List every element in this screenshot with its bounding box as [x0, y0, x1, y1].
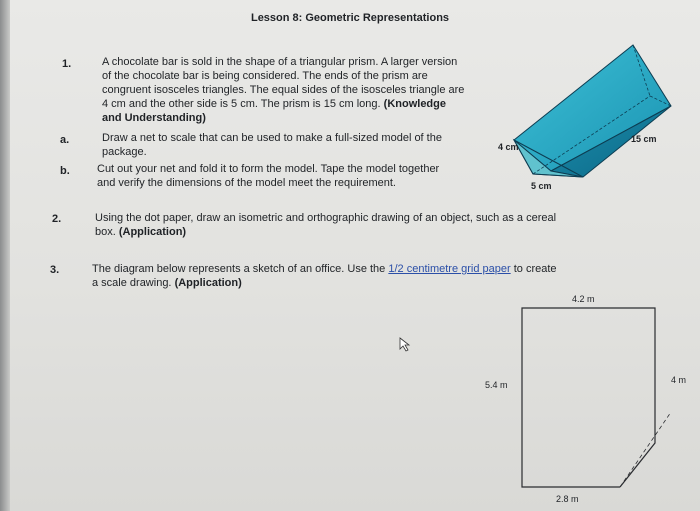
question-3-line-pre: The diagram below represents a sketch of an office. Use the: [92, 263, 386, 275]
part-a-line: Draw a net to scale that can be used to make a full-sized model of the: [102, 132, 442, 144]
question-3-line-text: a scale drawing.: [92, 277, 172, 289]
lesson-title: Lesson 8: Geometric Representations: [250, 12, 450, 24]
office-label-right: 4 m: [671, 375, 687, 385]
mouse-cursor-icon: [400, 338, 409, 351]
question-2-number: 2.: [52, 213, 62, 225]
question-1-line: A chocolate bar is sold in the shape of a triangular prism. A larger version: [102, 56, 458, 68]
part-b-line: Cut out your net and fold it to form the model. Tape the model together: [97, 163, 440, 175]
part-b-label: b.: [60, 165, 70, 177]
prism-label-5cm: 5 cm: [531, 181, 552, 191]
office-outline: [522, 308, 655, 487]
prism-label-15cm: 15 cm: [631, 134, 657, 144]
office-label-top: 4.2 m: [572, 294, 595, 304]
question-1-line-text: 4 cm and the other side is 5 cm. The prism is 15 cm long.: [102, 98, 381, 110]
question-3-tag: (Application): [174, 277, 242, 289]
triangular-prism-figure: [498, 45, 671, 191]
question-1-line: of the chocolate bar is being considered. The ends of the prism are: [102, 70, 428, 82]
prism-label-4cm: 4 cm: [498, 142, 519, 152]
part-a-line: package.: [102, 146, 147, 158]
office-dashed-extension: [620, 412, 671, 487]
question-3-number: 3.: [50, 264, 60, 276]
question-1-number: 1.: [62, 58, 72, 70]
question-2-tag: (Application): [118, 226, 187, 238]
question-1-tag: (Knowledge: [383, 98, 446, 110]
office-label-bottom: 2.8 m: [556, 494, 579, 504]
question-3-line-post: to create: [513, 263, 557, 275]
question-2-line-text: box.: [95, 226, 116, 238]
part-b-line: and verify the dimensions of the model meet the requirement.: [97, 177, 396, 189]
question-1-tag-cont: and Understanding): [102, 112, 206, 124]
office-sketch-figure: [485, 294, 686, 504]
question-2-line: Using the dot paper, draw an isometric and orthographic drawing of an object, such as a cereal: [95, 212, 557, 224]
question-1-line: congruent isosceles triangles. The equal sides of the isosceles triangle are: [102, 84, 465, 96]
grid-paper-link[interactable]: 1/2 centimetre grid paper: [388, 263, 511, 275]
office-label-left: 5.4 m: [485, 380, 508, 390]
part-a-label: a.: [60, 134, 70, 146]
